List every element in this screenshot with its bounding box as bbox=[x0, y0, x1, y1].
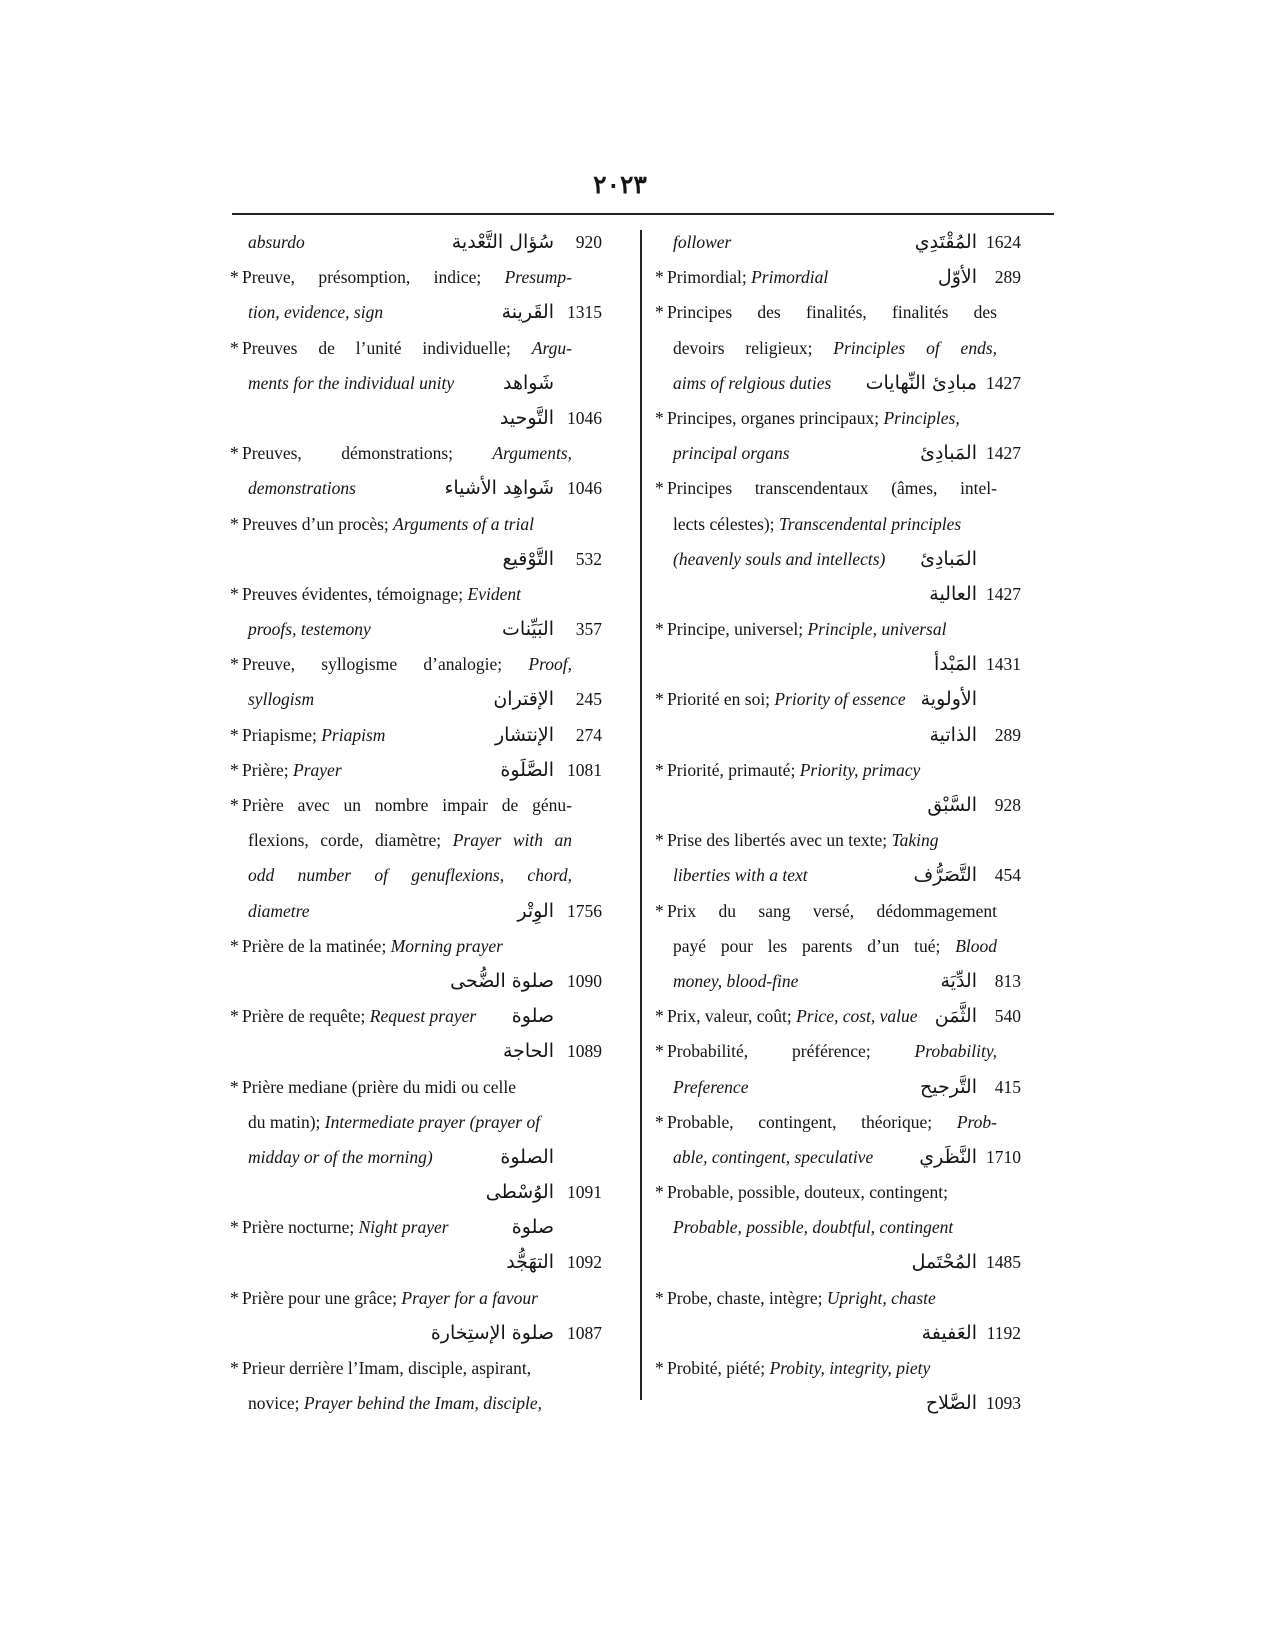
entry-text: devoirs religieux; Principles of ends, bbox=[673, 337, 997, 358]
entry-line bbox=[230, 1070, 620, 1105]
entry-bullet: * bbox=[230, 1287, 239, 1308]
entry-line bbox=[230, 718, 620, 753]
arabic-term: الحاجة bbox=[502, 1040, 554, 1063]
entry-bullet: * bbox=[230, 337, 239, 358]
entry-text: Probe, chaste, intègre; Upright, chaste bbox=[667, 1287, 936, 1308]
header-rule bbox=[232, 213, 1054, 215]
reference-number: 1431 bbox=[986, 654, 1021, 675]
arabic-term: المُحْتَمل bbox=[911, 1251, 977, 1274]
entry-bullet: * bbox=[655, 1111, 664, 1132]
entry-text: Preuves évidentes, témoignage; Evident bbox=[242, 583, 521, 604]
reference-number: 1427 bbox=[986, 443, 1021, 464]
entry-bullet: * bbox=[655, 619, 664, 640]
entry-bullet: * bbox=[230, 759, 239, 780]
reference-number: 1046 bbox=[567, 407, 602, 428]
entry-bullet: * bbox=[655, 759, 664, 780]
entry-line bbox=[230, 401, 620, 436]
entry-line bbox=[655, 1245, 1045, 1280]
entry-line bbox=[655, 682, 1045, 717]
entry-line bbox=[655, 929, 1045, 964]
entry-line bbox=[655, 1105, 1045, 1140]
right-column bbox=[655, 225, 1045, 1421]
arabic-term: الإنتشار bbox=[494, 723, 554, 746]
entry-line bbox=[230, 1245, 620, 1280]
reference-number: 540 bbox=[994, 1006, 1021, 1027]
reference-number: 289 bbox=[994, 267, 1021, 288]
arabic-term: الوِتْر bbox=[517, 899, 554, 922]
entry-line bbox=[655, 542, 1045, 577]
entry-line bbox=[230, 1210, 620, 1245]
entry-line bbox=[230, 753, 620, 788]
entry-line bbox=[655, 577, 1045, 612]
left-column bbox=[230, 225, 620, 1421]
arabic-term: المَبادِئ bbox=[920, 442, 977, 465]
reference-number: 1081 bbox=[567, 759, 602, 780]
arabic-term: النَّظَري bbox=[919, 1145, 977, 1168]
arabic-term: الأوّل bbox=[937, 266, 977, 289]
entry-line bbox=[230, 612, 620, 647]
entry-line bbox=[230, 858, 620, 893]
entry-line bbox=[655, 964, 1045, 999]
reference-number: 928 bbox=[994, 795, 1021, 815]
arabic-term: المَبادِئ bbox=[920, 547, 977, 570]
entry-line bbox=[655, 331, 1045, 366]
arabic-term: التَّرجيح bbox=[919, 1075, 977, 1098]
entry-bullet: * bbox=[655, 1287, 664, 1308]
arabic-term: الصَّلاح bbox=[925, 1392, 977, 1415]
entry-text: Prière mediane (prière du midi ou celle bbox=[242, 1076, 517, 1097]
reference-number: 1090 bbox=[567, 970, 602, 991]
entry-text: Prière pour une grâce; Prayer for a favour bbox=[242, 1287, 538, 1308]
entry-line bbox=[230, 1351, 620, 1386]
reference-number: 1427 bbox=[986, 583, 1021, 604]
arabic-term: الصلوة bbox=[500, 1145, 554, 1168]
reference-number: 1756 bbox=[567, 900, 602, 921]
arabic-term: البَيِّنات bbox=[502, 618, 554, 641]
entry-bullet: * bbox=[230, 583, 239, 604]
entry-bullet: * bbox=[655, 478, 664, 499]
entry-text: Preuves d’un procès; Arguments of a trial bbox=[242, 513, 534, 534]
arabic-term: الدِّيَة bbox=[940, 969, 977, 992]
entry-line bbox=[230, 225, 620, 260]
arabic-term: الأولوية bbox=[920, 688, 977, 711]
entry-line bbox=[655, 612, 1045, 647]
entry-text: ments for the individual unity bbox=[248, 372, 455, 393]
entry-line bbox=[655, 471, 1045, 506]
entry-line bbox=[655, 436, 1045, 471]
entry-text: Prieur derrière l’Imam, disciple, aspirant, bbox=[242, 1358, 532, 1378]
entry-bullet: * bbox=[230, 1076, 239, 1097]
entry-line bbox=[655, 1140, 1045, 1175]
arabic-term: شَواهد bbox=[502, 371, 554, 394]
entry-line bbox=[655, 1034, 1045, 1069]
entry-line bbox=[230, 507, 620, 542]
entry-line bbox=[655, 753, 1045, 788]
entry-text: Principes des finalités, finalités des bbox=[667, 302, 997, 323]
entry-line bbox=[655, 894, 1045, 929]
entry-line bbox=[230, 1386, 620, 1421]
entry-text: proofs, testemony bbox=[248, 619, 371, 640]
entry-text: Primordial; Primordial bbox=[667, 267, 829, 288]
entry-line bbox=[230, 823, 620, 858]
entry-text: Prière avec un nombre impair de génu- bbox=[242, 795, 572, 815]
reference-number: 357 bbox=[575, 619, 602, 640]
entry-text: Prière de la matinée; Morning prayer bbox=[242, 935, 503, 956]
column-divider bbox=[640, 230, 642, 1400]
reference-number: 415 bbox=[994, 1076, 1021, 1097]
entry-text: Probable, contingent, théorique; Prob- bbox=[667, 1111, 997, 1132]
reference-number: 920 bbox=[575, 232, 602, 252]
entry-text: Principes, organes principaux; Principles, bbox=[667, 407, 960, 428]
arabic-term: التَّصَرُّف bbox=[913, 864, 977, 887]
entry-line bbox=[230, 894, 620, 929]
entry-text: Prière de requête; Request prayer bbox=[242, 1006, 477, 1027]
entry-bullet: * bbox=[655, 1358, 664, 1378]
entry-text: able, contingent, speculative bbox=[673, 1146, 874, 1167]
entry-text: lects célestes); Transcendental principles bbox=[673, 513, 962, 534]
entry-bullet: * bbox=[655, 1006, 664, 1027]
reference-number: 454 bbox=[994, 865, 1021, 886]
entry-text: payé pour les parents d’un tué; Blood bbox=[673, 935, 997, 956]
entry-bullet: * bbox=[655, 830, 664, 851]
entry-line bbox=[230, 682, 620, 717]
entry-text: Principes transcendentaux (âmes, intel- bbox=[667, 478, 997, 499]
reference-number: 289 bbox=[994, 724, 1021, 745]
entry-text: Prière nocturne; Night prayer bbox=[242, 1217, 449, 1238]
entry-line bbox=[230, 471, 620, 506]
entry-text: Probable, possible, douteux, contingent; bbox=[667, 1182, 948, 1203]
entry-line bbox=[655, 999, 1045, 1034]
entry-bullet: * bbox=[230, 267, 239, 288]
reference-number: 1192 bbox=[986, 1322, 1021, 1343]
entry-line bbox=[230, 295, 620, 330]
arabic-term: الصَّلَوة bbox=[500, 758, 554, 781]
reference-number: 274 bbox=[575, 724, 602, 745]
entry-text: du matin); Intermediate prayer (prayer of bbox=[248, 1111, 541, 1132]
entry-text: absurdo bbox=[248, 232, 305, 252]
entry-text: Principe, universel; Principle, universal bbox=[667, 619, 947, 640]
entry-bullet: * bbox=[230, 935, 239, 956]
arabic-term: شَواهِد الأشياء bbox=[444, 477, 554, 500]
entry-text: Preuve, syllogisme d’analogie; Proof, bbox=[242, 654, 572, 675]
entry-line bbox=[655, 507, 1045, 542]
entry-line bbox=[230, 964, 620, 999]
arabic-term: التَّوحيد bbox=[499, 406, 554, 429]
entry-line bbox=[655, 1386, 1045, 1421]
entry-bullet: * bbox=[655, 302, 664, 323]
arabic-term: صلوة bbox=[511, 1216, 554, 1239]
entry-text: tion, evidence, sign bbox=[248, 302, 384, 323]
entry-text: midday or of the morning) bbox=[248, 1146, 433, 1167]
reference-number: 1710 bbox=[986, 1146, 1021, 1167]
reference-number: 1087 bbox=[567, 1322, 602, 1343]
entry-line bbox=[230, 577, 620, 612]
entry-bullet: * bbox=[230, 443, 239, 464]
entry-text: novice; Prayer behind the Imam, disciple, bbox=[248, 1393, 543, 1414]
page-number: ٢٠٢٣ bbox=[593, 170, 647, 199]
entry-bullet: * bbox=[230, 513, 239, 534]
entry-text: follower bbox=[673, 232, 732, 252]
entry-line bbox=[230, 331, 620, 366]
entry-text: Probabilité, préférence; Probability, bbox=[667, 1041, 997, 1062]
entry-text: Prix du sang versé, dédommagement bbox=[667, 900, 997, 921]
arabic-term: العالية bbox=[929, 582, 977, 605]
entry-line bbox=[230, 1281, 620, 1316]
arabic-term: التهَجُّد bbox=[506, 1251, 554, 1274]
entry-bullet: * bbox=[230, 1006, 239, 1027]
entry-text: money, blood-fine bbox=[673, 970, 799, 991]
arabic-term: السَّبْق bbox=[927, 794, 977, 816]
entry-text: Preuve, présomption, indice; Presump- bbox=[242, 267, 572, 288]
arabic-term: المَبْدأ bbox=[933, 653, 977, 676]
entry-line bbox=[230, 1140, 620, 1175]
entry-line bbox=[230, 260, 620, 295]
entry-bullet: * bbox=[655, 689, 664, 710]
arabic-term: مبادِئ النِّهايات bbox=[865, 371, 977, 394]
entry-line bbox=[655, 1210, 1045, 1245]
reference-number: 1485 bbox=[986, 1252, 1021, 1273]
entry-line bbox=[655, 718, 1045, 753]
entry-line bbox=[655, 1351, 1045, 1386]
arabic-term: الثَّمَن bbox=[934, 1005, 977, 1028]
arabic-term: الوُسْطى bbox=[485, 1181, 554, 1204]
entry-text: principal organs bbox=[673, 443, 790, 464]
entry-line bbox=[230, 1034, 620, 1069]
entry-bullet: * bbox=[655, 407, 664, 428]
entry-line bbox=[655, 1281, 1045, 1316]
entry-line bbox=[655, 1175, 1045, 1210]
arabic-term: صلوة bbox=[511, 1005, 554, 1028]
entry-text: Priapisme; Priapism bbox=[242, 724, 386, 745]
entry-text: Preuves de l’unité individuelle; Argu- bbox=[242, 337, 572, 358]
entry-bullet: * bbox=[655, 1182, 664, 1203]
entry-line bbox=[655, 647, 1045, 682]
reference-number: 1624 bbox=[986, 232, 1021, 252]
reference-number: 1091 bbox=[567, 1182, 602, 1203]
entry-text: Probable, possible, doubtful, contingent bbox=[673, 1217, 954, 1238]
arabic-term: الإقتران bbox=[493, 688, 554, 711]
entry-line bbox=[230, 1316, 620, 1351]
arabic-term: صلوة الضُّحى bbox=[450, 969, 554, 992]
arabic-term: المُقْتَدِي bbox=[914, 231, 977, 253]
entry-line bbox=[655, 295, 1045, 330]
entry-text: Preference bbox=[673, 1076, 749, 1097]
entry-bullet: * bbox=[230, 795, 239, 815]
entry-text: syllogism bbox=[248, 689, 315, 710]
entry-text: Probité, piété; Probity, integrity, piety bbox=[667, 1358, 931, 1378]
reference-number: 1046 bbox=[567, 478, 602, 499]
entry-line bbox=[655, 401, 1045, 436]
entry-line bbox=[655, 260, 1045, 295]
reference-number: 245 bbox=[575, 689, 602, 710]
entry-bullet: * bbox=[230, 1358, 239, 1378]
arabic-term: العَفيفة bbox=[921, 1321, 977, 1344]
reference-number: 1093 bbox=[986, 1393, 1021, 1414]
entry-text: Preuves, démonstrations; Arguments, bbox=[242, 443, 572, 464]
entry-text: (heavenly souls and intellects) bbox=[673, 548, 886, 569]
entry-text: Priorité en soi; Priority of essence bbox=[667, 689, 906, 710]
entry-bullet: * bbox=[655, 900, 664, 921]
entry-line bbox=[230, 366, 620, 401]
entry-line bbox=[230, 542, 620, 577]
entry-text: Prix, valeur, coût; Price, cost, value bbox=[667, 1006, 918, 1027]
entry-line bbox=[230, 436, 620, 471]
entry-line bbox=[230, 788, 620, 823]
arabic-term: صلوة الإستِخارة bbox=[430, 1321, 554, 1344]
reference-number: 813 bbox=[994, 970, 1021, 991]
entry-bullet: * bbox=[230, 724, 239, 745]
arabic-term: التَّوْقيع bbox=[502, 547, 554, 570]
entry-line bbox=[230, 1105, 620, 1140]
entry-line bbox=[655, 225, 1045, 260]
reference-number: 1427 bbox=[986, 372, 1021, 393]
entry-line bbox=[230, 999, 620, 1034]
reference-number: 1089 bbox=[567, 1041, 602, 1062]
arabic-term: سُؤال التَّعْدية bbox=[451, 231, 554, 253]
entry-line bbox=[655, 788, 1045, 823]
entry-text: diametre bbox=[248, 900, 310, 921]
entry-line bbox=[655, 366, 1045, 401]
entry-line bbox=[655, 1316, 1045, 1351]
entry-text: liberties with a text bbox=[673, 865, 808, 886]
entry-line bbox=[230, 1175, 620, 1210]
arabic-term: الذاتية bbox=[929, 723, 977, 746]
entry-text: flexions, corde, diamètre; Prayer with an bbox=[248, 830, 572, 851]
entry-line bbox=[230, 929, 620, 964]
entry-text: Prière; Prayer bbox=[242, 759, 342, 780]
entry-text: demonstrations bbox=[248, 478, 356, 499]
entry-line bbox=[655, 1070, 1045, 1105]
entry-bullet: * bbox=[655, 267, 664, 288]
entry-line bbox=[655, 823, 1045, 858]
entry-bullet: * bbox=[230, 654, 239, 675]
entry-text: Priorité, primauté; Priority, primacy bbox=[667, 759, 921, 780]
entry-text: Prise des libertés avec un texte; Taking bbox=[667, 830, 939, 851]
entry-text: aims of relgious duties bbox=[673, 372, 832, 393]
reference-number: 532 bbox=[575, 548, 602, 569]
entry-line bbox=[655, 858, 1045, 893]
entry-line bbox=[230, 647, 620, 682]
arabic-term: القَرينة bbox=[501, 301, 554, 324]
entry-bullet: * bbox=[655, 1041, 664, 1062]
reference-number: 1315 bbox=[567, 302, 602, 323]
reference-number: 1092 bbox=[567, 1252, 602, 1273]
entry-bullet: * bbox=[230, 1217, 239, 1238]
entry-text: odd number of genuflexions, chord, bbox=[248, 865, 572, 886]
